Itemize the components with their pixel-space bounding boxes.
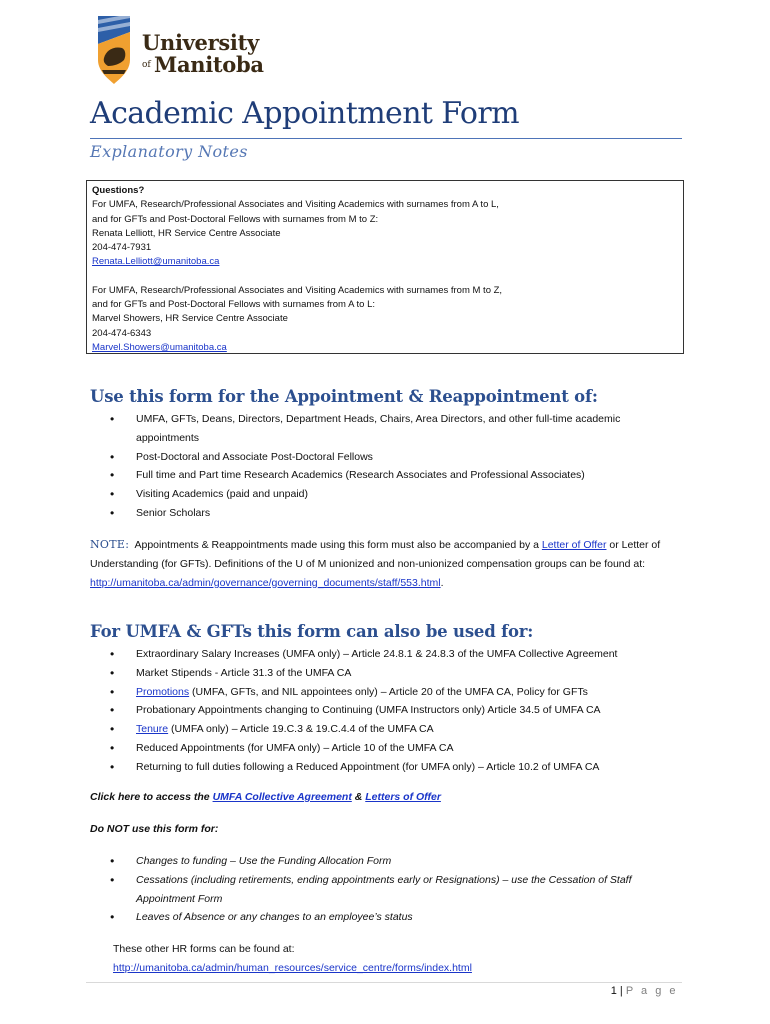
contact-text: and for GFTs and Post-Doctoral Fellows with surnames from M to Z: <box>92 213 379 225</box>
governance-docs-link[interactable]: http://umanitoba.ca/admin/governance/governing_documents/staff/553.html <box>90 576 441 589</box>
appointment-list <box>110 410 676 523</box>
logo-text-university: University <box>142 30 259 55</box>
contact-text: For UMFA, Research/Professional Associates and Visiting Academics with surnames from M to Z, <box>92 284 503 296</box>
contact-box <box>86 180 684 354</box>
list-item: • Promotions (UMFA, GFTs, and NIL appointees only) – Article 20 of the UMFA CA, Policy for GFTs <box>110 683 617 702</box>
do-not-use-heading: Do NOT use this form for: <box>90 823 219 835</box>
note-text: . <box>440 576 444 589</box>
list-item: • Post-Doctoral and Associate Post-Doctoral Fellows <box>110 448 676 467</box>
list-item: • Extraordinary Salary Increases (UMFA only) – Article 24.8.1 & 24.8.3 of the UMFA Collective Agreement <box>110 645 617 664</box>
list-item: • Leaves of Absence or any changes to an employee’s status <box>110 908 676 927</box>
note-text: or Letter of Understanding (for GFTs). Definitions of the U of M unionized and non-unionized compensation groups can be found at: <box>90 539 661 570</box>
logo-text-of: of <box>142 60 151 70</box>
list-item: • Senior Scholars <box>110 504 676 523</box>
letters-of-offer-link[interactable]: Letters of Offer <box>365 791 441 803</box>
contact-phone: 204-474-7931 <box>92 242 152 254</box>
umfa-gft-list <box>110 645 617 777</box>
list-item: • Changes to funding – Use the Funding Allocation Form <box>110 852 676 871</box>
note-text: Appointments & Reappointments made using this form must also be accompanied by a <box>134 539 539 551</box>
contact-email-link[interactable]: Marvel.Showers@umanitoba.ca <box>92 341 227 353</box>
list-item: • Tenure (UMFA only) – Article 19.C.3 & 19.C.4.4 of the UMFA CA <box>110 720 617 739</box>
list-item: • Probationary Appointments changing to Continuing (UMFA Instructors only) Article 34.5 of UMFA CA <box>110 701 617 720</box>
list-item: • UMFA, GFTs, Deans, Directors, Department Heads, Chairs, Area Directors, and other full-time academic appointments <box>110 410 676 448</box>
contact-text: For UMFA, Research/Professional Associates and Visiting Academics with surnames from A to L, <box>92 199 499 211</box>
list-item: • Reduced Appointments (for UMFA only) – Article 10 of the UMFA CA <box>110 739 617 758</box>
contact-text: and for GFTs and Post-Doctoral Fellows with surnames from A to L: <box>92 299 376 311</box>
logo-text-manitoba: Manitoba <box>154 52 264 77</box>
list-item: • Full time and Part time Research Academics (Research Associates and Professional Associates) <box>110 466 676 485</box>
shield-crest-icon <box>92 14 136 86</box>
hr-forms-link[interactable]: http://umanitoba.ca/admin/human_resources/service_centre/forms/index.html <box>113 961 472 974</box>
page-label: P a g e <box>625 985 678 997</box>
page-number-value: 1 <box>610 985 617 997</box>
page-number: 1 | P a g e <box>610 985 678 997</box>
tenure-link[interactable]: Tenure <box>136 723 169 736</box>
note-paragraph <box>90 536 680 592</box>
promotions-link[interactable]: Promotions <box>136 685 190 698</box>
list-item: • Market Stipends - Article 31.3 of the UMFA CA <box>110 664 617 683</box>
contact-name: Marvel Showers, HR Service Centre Associate <box>92 313 288 325</box>
contact-heading: Questions? <box>92 185 145 196</box>
contact-name: Renata Lelliott, HR Service Centre Associate <box>92 227 281 239</box>
page-title: Academic Appointment Form <box>90 96 519 131</box>
list-item: • Returning to full duties following a Reduced Appointment (for UMFA only) – Article 10.2 of UMFA CA <box>110 758 617 777</box>
list-item: • Cessations (including retirements, ending appointments early or Resignations) – use the Cessation of Staff Appointment Form <box>110 871 676 909</box>
do-not-use-list <box>110 852 676 927</box>
university-logo <box>92 12 262 88</box>
other-forms-paragraph <box>113 940 472 978</box>
list-item: • Visiting Academics (paid and unpaid) <box>110 485 676 504</box>
contact-phone: 204-474-6343 <box>92 327 152 339</box>
section-heading-appointment: Use this form for the Appointment & Reappointment of: <box>90 387 598 406</box>
letter-of-offer-link[interactable]: Letter of Offer <box>541 539 607 551</box>
title-divider <box>90 138 682 139</box>
umfa-collective-agreement-link[interactable]: UMFA Collective Agreement <box>212 791 352 803</box>
footer-divider <box>86 982 682 983</box>
section-heading-umfa-gft: For UMFA & GFTs this form can also be used for: <box>90 622 534 641</box>
other-forms-text: These other HR forms can be found at: <box>113 943 295 955</box>
access-line: Click here to access the UMFA Collective Agreement & Letters of Offer <box>90 791 441 803</box>
contact-email-link[interactable]: Renata.Lelliott@umanitoba.ca <box>92 256 220 268</box>
page-subtitle: Explanatory Notes <box>90 142 248 161</box>
note-label: NOTE: <box>90 538 130 551</box>
